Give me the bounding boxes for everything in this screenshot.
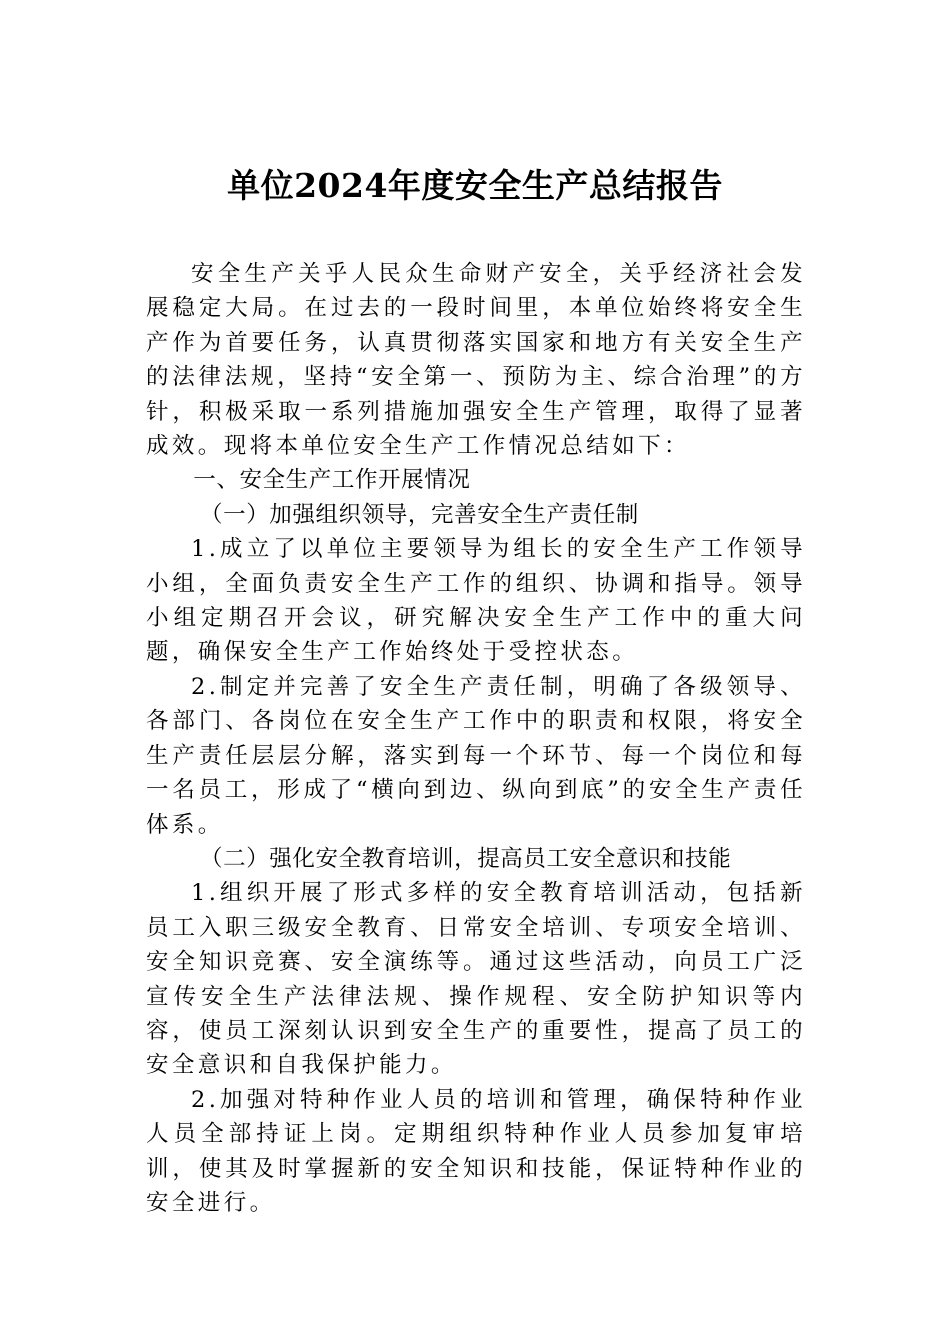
list-item-paragraph: 2.制定并完善了安全生产责任制，明确了各级领导、各部门、各岗位在安全生产工作中的职责和权限，将安全生产责任层层分解，落实到每一个环节、每一个岗位和每一名员工，形成了“横向到边、纵向到底”的安全生产责任体系。 xyxy=(146,673,806,838)
list-item-paragraph: 1.组织开展了形式多样的安全教育培训活动，包括新员工入职三级安全教育、日常安全培训、专项安全培训、安全知识竞赛、安全演练等。通过这些活动，向员工广泛宣传安全生产法律法规、操作规程、安全防护知识等内容，使员工深刻认识到安全生产的重要性，提高了员工的安全意识和自我保护能力。 xyxy=(146,880,806,1079)
list-item-paragraph: 1.成立了以单位主要领导为组长的安全生产工作领导小组，全面负责安全生产工作的组织、协调和指导。领导小组定期召开会议，研究解决安全生产工作中的重大问题，确保安全生产工作始终处于受控状态。 xyxy=(146,536,806,666)
subsection-heading: （一）加强组织领导，完善安全生产责任制 xyxy=(200,501,639,528)
subsection-heading: （二）强化安全教育培训，提高员工安全意识和技能 xyxy=(200,845,732,872)
document-body xyxy=(146,257,806,1220)
section-heading: 一、安全生产工作开展情况 xyxy=(193,467,471,494)
intro-paragraph: 安全生产关乎人民众生命财产安全，关乎经济社会发展稳定大局。在过去的一段时间里，本单位始终将安全生产作为首要任务，认真贯彻落实国家和地方有关安全生产的法律法规，坚持“安全第一、预防为主、综合治理”的方针，积极采取一系列措施加强安全生产管理，取得了显著成效。现将本单位安全生产工作情况总结如下： xyxy=(146,261,806,460)
list-item-paragraph: 2.加强对特种作业人员的培训和管理，确保特种作业人员全部持证上岗。定期组织特种作业人员参加复审培训，使其及时掌握新的安全知识和技能，保证特种作业的安全进行。 xyxy=(146,1086,806,1216)
document-title: 单位2024年度安全生产总结报告 xyxy=(227,166,723,205)
